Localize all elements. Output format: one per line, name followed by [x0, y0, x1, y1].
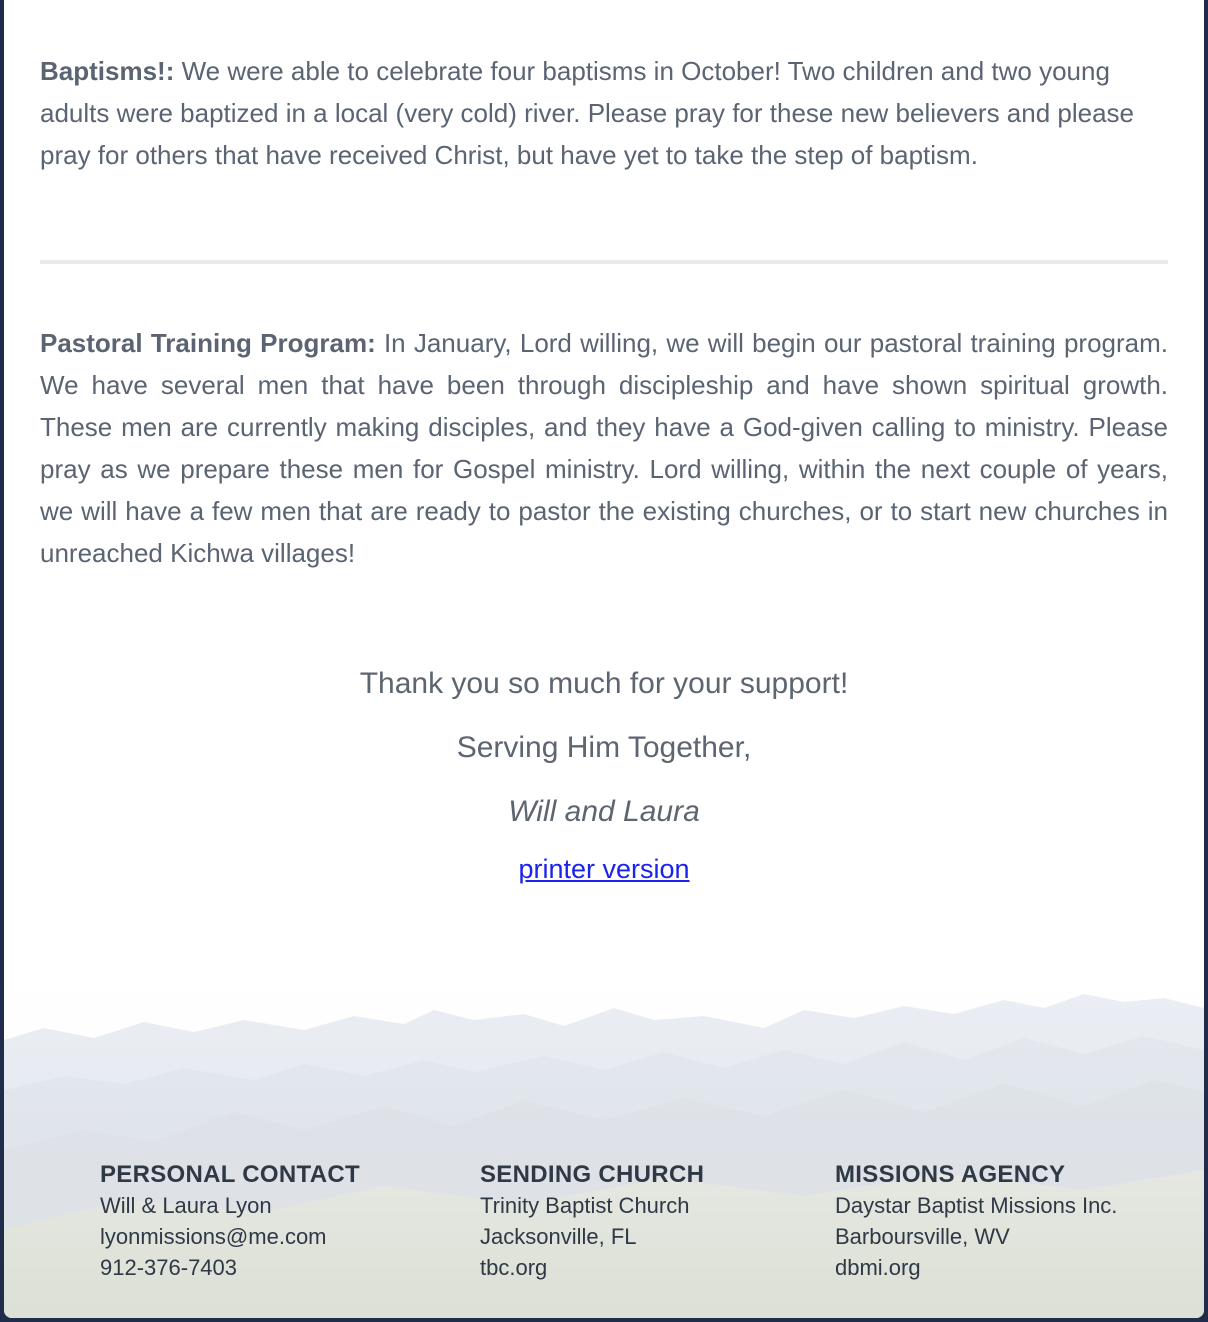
church-location: Jacksonville, FL	[480, 1224, 637, 1249]
training-body: In January, Lord willing, we will begin our pastoral training program. We have several men that have been through discipleship and have shown spiritual growth. These men are currently making disciples, and they have a God-given calling to ministry. Please pray as we prepare these men for Gospel ministry. Lord willing, within the next couple of years, we will have a few men that are ready to pastor the existing churches, or to start new churches in unreached Kichwa villages!	[40, 328, 1168, 568]
footer	[4, 980, 1204, 1318]
newsletter-content	[40, 50, 1168, 574]
baptisms-body: We were able to celebrate four baptisms in October! Two children and two young adults were baptized in a local (very cold) river. Please pray for these new believers and please pray for others that have received Christ, but have yet to take the step of baptism.	[40, 56, 1135, 170]
agency-website[interactable]: dbmi.org	[835, 1255, 921, 1280]
baptisms-heading: Baptisms!:	[40, 56, 175, 86]
closing-block	[4, 656, 1204, 885]
missions-agency-column	[835, 1160, 1117, 1283]
agency-name: Daystar Baptist Missions Inc.	[835, 1193, 1118, 1218]
church-website[interactable]: tbc.org	[480, 1255, 548, 1280]
missions-agency-title: MISSIONS AGENCY	[835, 1161, 1066, 1188]
training-paragraph	[40, 322, 1168, 574]
printer-version-link[interactable]: printer version	[518, 854, 690, 884]
personal-email[interactable]: lyonmissions@me.com	[100, 1224, 327, 1249]
personal-contact-title: PERSONAL CONTACT	[100, 1161, 360, 1188]
agency-location: Barboursville, WV	[835, 1224, 1010, 1249]
personal-contact-column	[100, 1160, 360, 1283]
personal-name: Will & Laura Lyon	[100, 1193, 272, 1218]
sending-church-column	[480, 1160, 704, 1283]
signature-text: Will and Laura	[508, 795, 700, 828]
church-name: Trinity Baptist Church	[480, 1193, 690, 1218]
training-heading: Pastoral Training Program:	[40, 328, 376, 358]
section-divider	[40, 260, 1168, 264]
newsletter-card	[4, 0, 1204, 1318]
personal-phone[interactable]: 912-376-7403	[100, 1255, 238, 1280]
sending-church-title: SENDING CHURCH	[480, 1161, 705, 1188]
baptisms-paragraph	[40, 50, 1168, 176]
thanks-text: Thank you so much for your support!	[359, 667, 849, 700]
serving-text: Serving Him Together,	[456, 731, 752, 764]
